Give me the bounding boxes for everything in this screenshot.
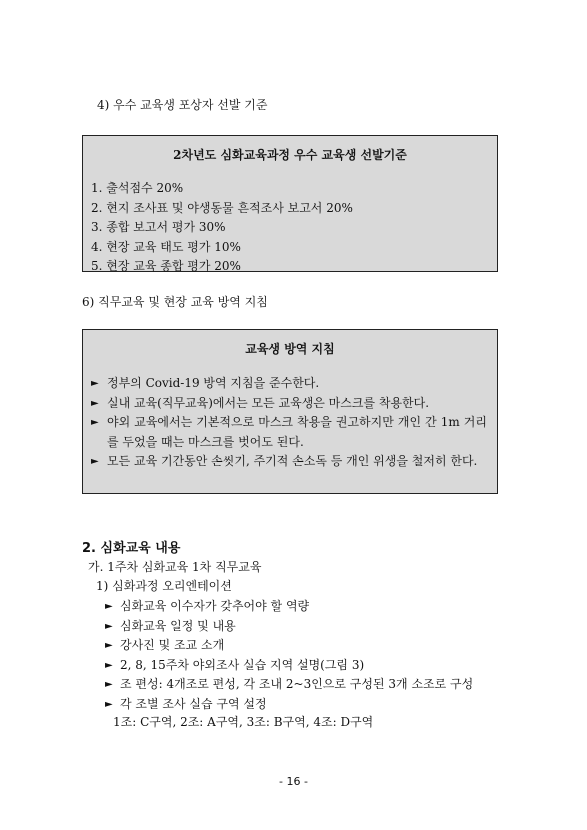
group-assignment: 1조: C구역, 2조: A구역, 3조: B구역, 4조: D구역 <box>113 715 374 729</box>
list-item: ► 각 조별 조사 실습 구역 설정 <box>105 695 473 715</box>
list-item: 2. 현지 조사표 및 야생동물 흔적조사 보고서 20% <box>91 200 353 215</box>
arrow-bullet-icon: ► <box>91 378 99 389</box>
list-item: ► 모든 교육 기간동안 손씻기, 주기적 손소독 등 개인 위생을 철저히 한다. <box>91 452 487 472</box>
section-6-heading: 6) 직무교육 및 현장 교육 방역 지침 <box>82 295 268 309</box>
orientation-list <box>105 597 473 715</box>
arrow-bullet-icon: ► <box>91 456 99 467</box>
list-item: ► 야외 교육에서는 기본적으로 마스크 착용을 권고하지만 개인 간 1m 거리를 두었을 때는 마스크를 벗어도 된다. <box>91 413 487 452</box>
section-4-heading: 4) 우수 교육생 포상자 선발 기준 <box>97 98 268 112</box>
arrow-bullet-icon: ► <box>105 640 113 652</box>
arrow-bullet-icon: ► <box>105 659 113 671</box>
arrow-bullet-icon: ► <box>105 679 113 691</box>
week1-heading: 가. 1주차 심화교육 1차 직무교육 <box>88 560 262 574</box>
selection-criteria-box <box>82 135 498 272</box>
selection-criteria-title: 2차년도 심화교육과정 우수 교육생 선발기준 <box>173 148 407 162</box>
list-item: ► 심화교육 일정 및 내용 <box>105 617 473 637</box>
list-item: 1. 출석점수 20% <box>91 181 184 195</box>
quarantine-guideline-box <box>82 329 498 494</box>
list-item: 4. 현장 교육 태도 평가 10% <box>91 239 241 254</box>
orientation-heading: 1) 심화과정 오리엔테이션 <box>96 579 232 593</box>
arrow-bullet-icon: ► <box>105 698 113 710</box>
page-number: - 16 - <box>279 775 308 788</box>
selection-criteria-list <box>91 179 353 277</box>
list-item: ► 2, 8, 15주차 야외조사 실습 지역 설명(그림 3) <box>105 656 473 676</box>
list-item: ► 조 편성: 4개조로 편성, 각 조내 2~3인으로 구성된 3개 소조로 구성 <box>105 675 473 695</box>
section-2-heading: 2. 심화교육 내용 <box>82 541 181 556</box>
list-item: 5. 현장 교육 종합 평가 20% <box>91 259 241 273</box>
arrow-bullet-icon: ► <box>91 397 99 409</box>
list-item: ► 강사진 및 조교 소개 <box>105 636 473 656</box>
list-item: ► 정부의 Covid-19 방역 지침을 준수한다. <box>91 374 487 394</box>
arrow-bullet-icon: ► <box>91 417 99 428</box>
arrow-bullet-icon: ► <box>105 620 113 632</box>
arrow-bullet-icon: ► <box>105 601 113 612</box>
list-item: 3. 종합 보고서 평가 30% <box>91 220 226 234</box>
list-item: ► 실내 교육(직무교육)에서는 모든 교육생은 마스크를 착용한다. <box>91 394 487 414</box>
list-item: ► 심화교육 이수자가 갖추어야 할 역량 <box>105 597 473 617</box>
quarantine-guideline-list <box>91 374 487 472</box>
quarantine-guideline-title: 교육생 방역 지침 <box>245 342 335 356</box>
